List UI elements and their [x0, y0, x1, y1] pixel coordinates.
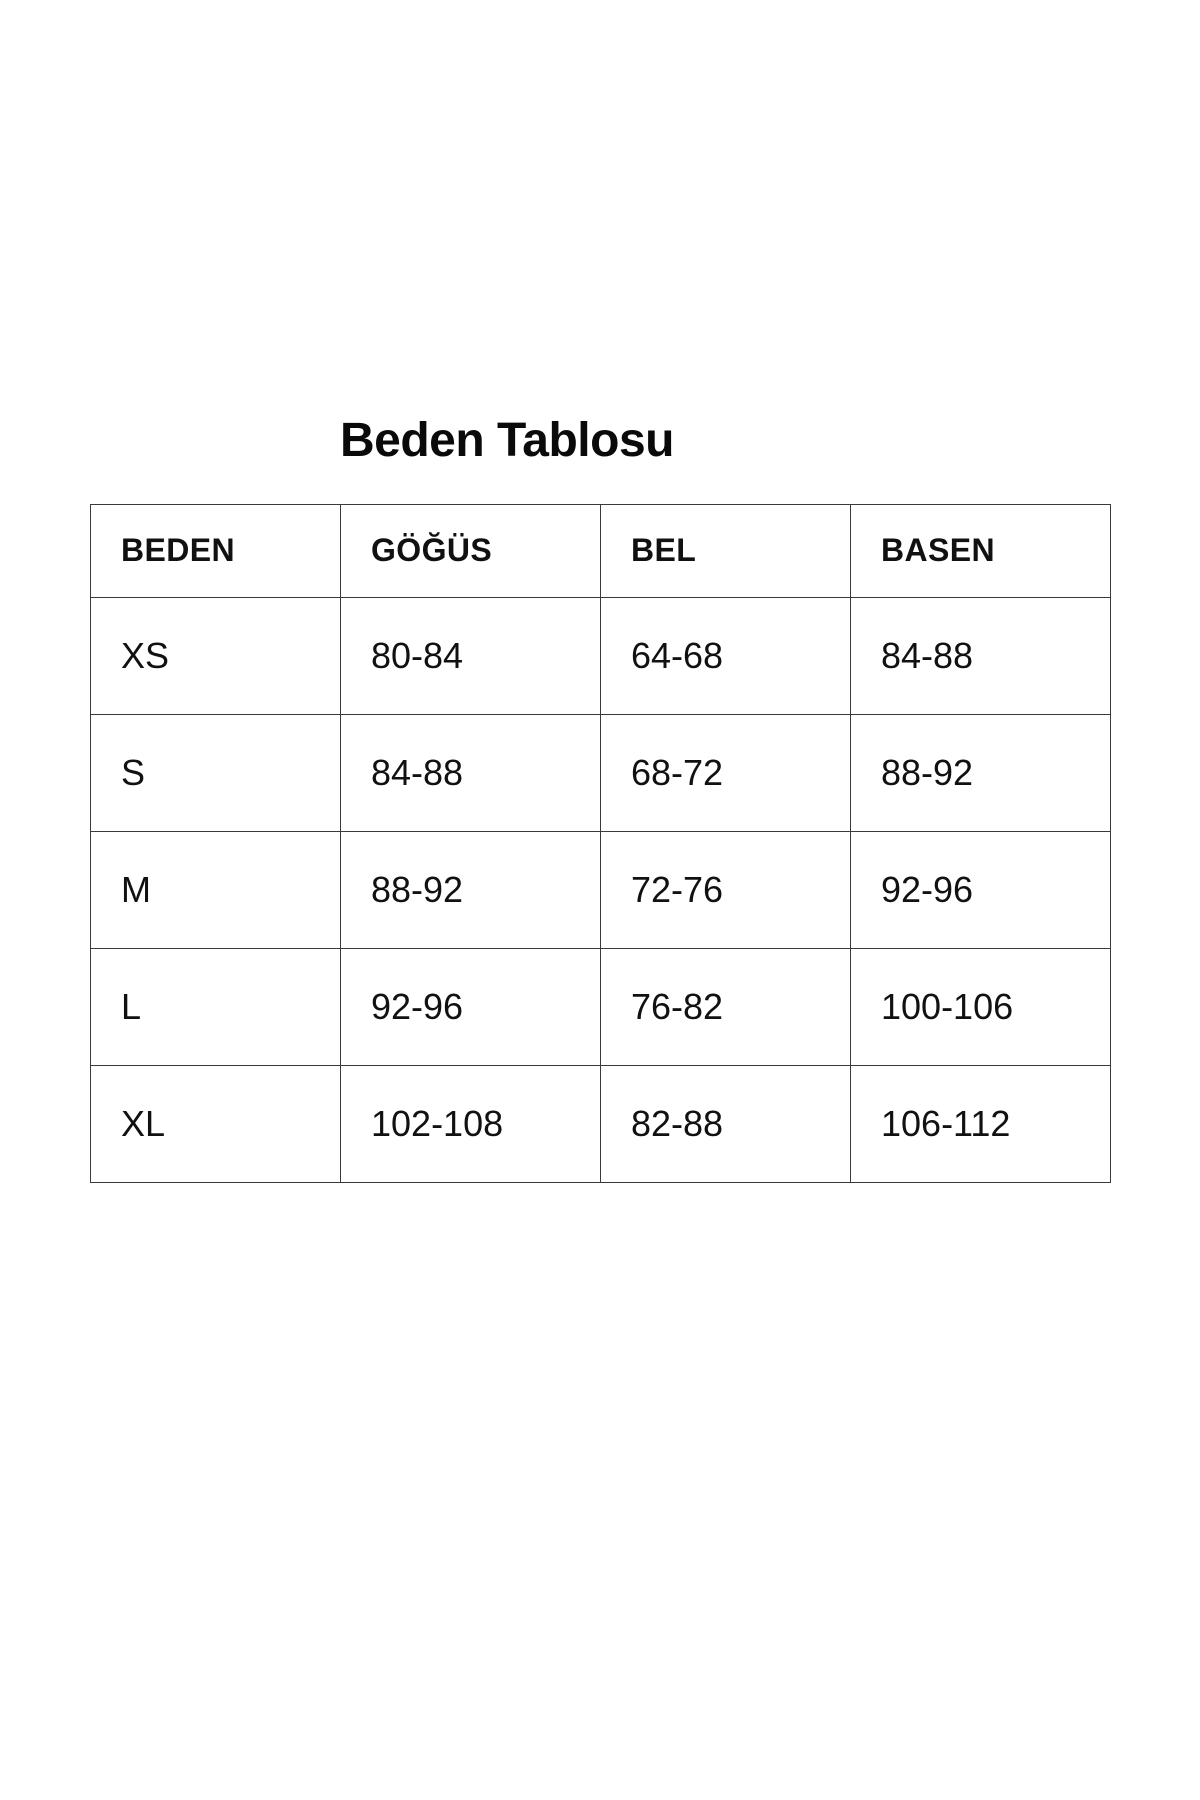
cell-hip: 88-92	[851, 714, 1111, 831]
cell-chest: 88-92	[341, 831, 601, 948]
cell-chest: 80-84	[341, 597, 601, 714]
cell-waist: 82-88	[601, 1065, 851, 1182]
table-header-row	[91, 504, 1111, 597]
cell-size: S	[91, 714, 341, 831]
table-row	[91, 714, 1111, 831]
cell-hip: 84-88	[851, 597, 1111, 714]
size-table	[90, 504, 1111, 1183]
cell-chest: 84-88	[341, 714, 601, 831]
column-header-bel: BEL	[601, 504, 851, 597]
table-row	[91, 831, 1111, 948]
table-body	[91, 597, 1111, 1182]
cell-waist: 68-72	[601, 714, 851, 831]
cell-size: XL	[91, 1065, 341, 1182]
cell-waist: 64-68	[601, 597, 851, 714]
table-row	[91, 1065, 1111, 1182]
cell-size: XS	[91, 597, 341, 714]
page-title: Beden Tablosu	[340, 414, 674, 467]
column-header-gogus: GÖĞÜS	[341, 504, 601, 597]
cell-hip: 106-112	[851, 1065, 1111, 1182]
column-header-basen: BASEN	[851, 504, 1111, 597]
cell-chest: 92-96	[341, 948, 601, 1065]
cell-hip: 92-96	[851, 831, 1111, 948]
cell-waist: 72-76	[601, 831, 851, 948]
cell-size: L	[91, 948, 341, 1065]
table-row	[91, 948, 1111, 1065]
table-row	[91, 597, 1111, 714]
cell-size: M	[91, 831, 341, 948]
cell-waist: 76-82	[601, 948, 851, 1065]
size-chart	[90, 415, 1110, 1183]
cell-hip: 100-106	[851, 948, 1111, 1065]
cell-chest: 102-108	[341, 1065, 601, 1182]
table-header	[91, 504, 1111, 597]
column-header-beden: BEDEN	[91, 504, 341, 597]
